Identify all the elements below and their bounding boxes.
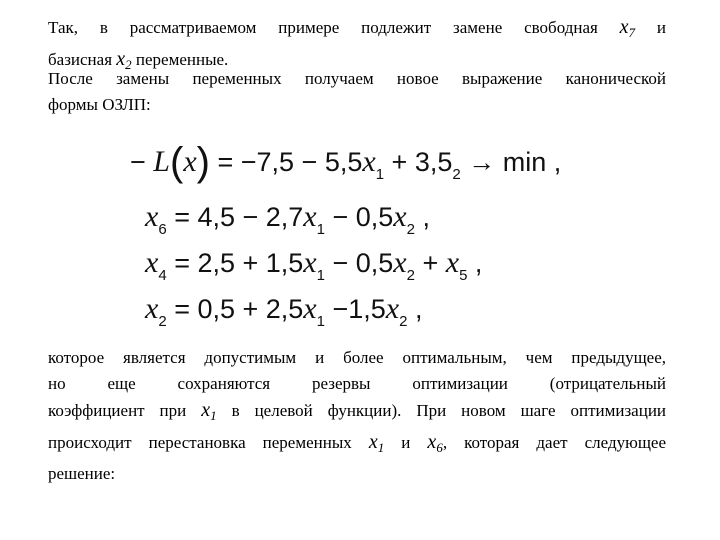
paragraph-conclusion-line-4: происходит перестановка переменных $x_1$ и $x_6$, которая дает следующее — [48, 431, 666, 455]
equation-x2: $x_2 = 0,5 + 2,5x_1 -1,5x_2$ , — [145, 292, 423, 330]
paragraph-conclusion-line-1: которое является допустимым и более оптимальным, чем предыдущее, — [48, 348, 666, 367]
equation-x6: $x_6 = 4,5 - 2,7x_1 - 0,5x_2$ , — [145, 200, 430, 238]
paragraph-substitution-line-1: После замены переменных получаем новое выражение канонической — [48, 69, 666, 88]
paragraph-intro-line-2: базисная $x_2$ переменные. — [48, 48, 229, 72]
objective-function: − $L(x) = -7,5 - 5,5x_1 + 3,5_2 \to \min$ , — [130, 140, 562, 184]
paragraph-conclusion — [48, 345, 666, 487]
paragraph-substitution-line-2: формы ОЗЛП: — [48, 95, 151, 114]
equation-x4: $x_4 = 2,5 + 1,5x_1 - 0,5x_2 + x_5$ , — [145, 246, 483, 284]
paragraph-conclusion-line-3: коэффициент при $x_1$ в целевой функции). При новом шаге оптимизации — [48, 399, 667, 423]
paragraph-substitution — [48, 66, 666, 118]
paragraph-conclusion-line-5: решение: — [48, 464, 116, 483]
paragraph-conclusion-line-2: но еще сохраняются резервы оптимизации (отрицательный — [48, 374, 666, 393]
paragraph-intro-line-1: Так, в рассматриваемом примере подлежит замене свободная $x_7$ и — [48, 16, 666, 40]
